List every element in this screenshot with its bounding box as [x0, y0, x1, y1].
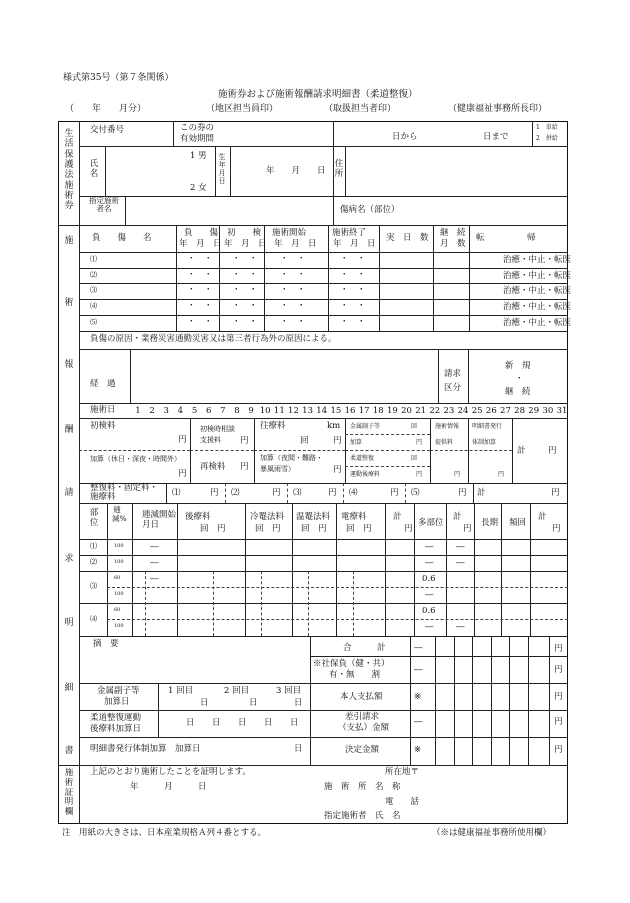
reduce-pct: 100: [114, 591, 124, 597]
injury-row-no: ⑸: [90, 318, 97, 326]
date-dots: ・ ・: [187, 270, 213, 280]
col-reduce-start: 逓減開始月日: [142, 510, 177, 530]
col-months: 継 続: [440, 228, 466, 238]
dash: ―: [414, 643, 423, 653]
day-number: 31: [556, 406, 568, 416]
cert-tel: 電 話: [385, 797, 420, 807]
dob-label: 生年月日: [218, 153, 226, 186]
col-cold: 冷罨法料: [250, 512, 285, 522]
stmt-fee: 明細書発行: [472, 423, 503, 430]
disease-label: 傷病名（部位）: [340, 205, 400, 215]
male: 1 男: [190, 151, 207, 161]
office-mark: ※: [414, 745, 422, 755]
director-seal: （健康福祉事務所長印）: [448, 104, 548, 114]
reduce-pct: 100: [114, 623, 124, 629]
col-outcome: 転 帰: [476, 233, 536, 243]
claim-dot: ・: [515, 374, 524, 384]
injury-row-no: ⑵: [90, 271, 97, 279]
date-dots: ・ ・: [232, 301, 258, 311]
day-number: 27: [500, 406, 511, 416]
visit-add: 加算（夜間・難路・: [260, 454, 323, 462]
bandage-col: ⑸: [411, 488, 420, 498]
yen: 円: [328, 488, 337, 498]
dob-field: 年 月 日: [266, 166, 326, 176]
dash: ―: [150, 574, 159, 584]
col-part: 部位: [89, 508, 99, 528]
outcome-options: 治癒・中止・転医: [503, 271, 572, 281]
col-ymd: 年 月 日: [179, 239, 222, 249]
day-number: 20: [401, 406, 412, 416]
section-ticket: 生活保護法施術券: [64, 129, 74, 212]
day: 日: [264, 718, 273, 728]
yen: 円: [404, 524, 413, 534]
bandage-col: ⑶: [293, 488, 302, 498]
yen: 円: [463, 524, 472, 534]
consult-fee: 支援料: [200, 436, 221, 444]
day-number: 2: [149, 406, 155, 416]
col-months: 月 数: [440, 239, 466, 249]
date-from: 日から: [392, 132, 418, 142]
date-dots: ・ ・: [232, 317, 258, 327]
yen: 円: [554, 745, 563, 755]
total-label: 計: [517, 446, 526, 456]
yen: 円: [454, 471, 461, 478]
metal-add-label: 金属副子等: [97, 686, 140, 696]
dash: ―: [150, 542, 159, 552]
day: 日: [290, 718, 299, 728]
yen: 円: [178, 435, 187, 445]
form-title: 施術券および施術報酬請求明細書（柔道整復）: [218, 89, 418, 100]
kai: 回: [411, 423, 418, 430]
summary-label: 摘 要: [93, 639, 119, 649]
kai-en: 回 円: [200, 524, 226, 534]
day-number: 7: [220, 406, 226, 416]
dash: ―: [425, 542, 434, 552]
yen: 円: [552, 524, 561, 534]
day-number: 28: [514, 406, 525, 416]
yen: 円: [333, 465, 342, 475]
cert-address: 所在地〒: [385, 767, 420, 777]
day-number: 3: [163, 406, 169, 416]
dash: ―: [150, 558, 159, 568]
claim-label: 区分: [444, 383, 462, 393]
date-dots: ・ ・: [280, 317, 306, 327]
outcome-options: 治癒・中止・転医: [503, 286, 572, 296]
section-label: 求: [64, 554, 74, 564]
row-no: ⑴: [90, 542, 97, 550]
section-label: 請: [64, 488, 74, 498]
footer-office: （※は健康福祉事務所使用欄）: [432, 828, 552, 838]
time-3: 3 回目: [276, 686, 302, 696]
date-dots: ・ ・: [232, 254, 258, 264]
visit-fee: 往療料: [260, 421, 286, 431]
col-injury-name: 負 傷 名: [92, 233, 152, 243]
claim-new: 新 規: [505, 361, 531, 371]
single-benefit: 1 単給: [536, 124, 558, 131]
yen: 円: [554, 692, 563, 702]
bandage-col: ⑵: [231, 488, 240, 498]
date-dots: ・ ・: [280, 301, 306, 311]
yen: 円: [498, 471, 505, 478]
reduce-pct: 60: [114, 607, 121, 613]
col-multi: 多部位: [418, 518, 444, 528]
diff-label: 差引請求: [345, 712, 380, 722]
col-freq: 頻回: [509, 518, 527, 528]
day: 日: [186, 718, 195, 728]
multi-rate: 0.6: [422, 606, 436, 616]
info-fee: 提供料: [435, 439, 454, 446]
bandage-col: ⑷: [349, 488, 358, 498]
cert-place: 施 術 所 名 称: [324, 782, 401, 792]
date-dots: ・ ・: [280, 254, 306, 264]
day-number: 22: [429, 406, 441, 416]
visit-add: 暴風雨雪）: [260, 465, 295, 473]
col-ymd: 年 月 日: [333, 239, 376, 249]
day: 日: [200, 698, 209, 708]
metal-add: 加算: [350, 439, 363, 446]
yen: 円: [390, 488, 399, 498]
yen: 円: [416, 439, 423, 446]
district-seal: （地区担当員印）: [206, 104, 279, 114]
yen: 円: [554, 665, 563, 675]
day-number: 25: [471, 406, 483, 416]
yen: 円: [178, 469, 187, 479]
metal-fee: 金属副子等: [350, 423, 381, 430]
section-label: 細: [64, 683, 74, 693]
total-label: 計: [477, 488, 486, 498]
yen: 円: [240, 436, 249, 446]
col-days: 実 日 数: [386, 233, 429, 243]
yen: 円: [554, 644, 563, 654]
day-number: 5: [191, 406, 198, 416]
day-number: 13: [302, 406, 313, 416]
reduce-pct: 100: [114, 543, 124, 549]
date-dots: ・ ・: [280, 285, 306, 295]
day-number: 12: [288, 406, 299, 416]
section-label: 施: [64, 236, 74, 246]
day: 日: [212, 718, 221, 728]
day-number: 6: [205, 406, 212, 416]
footer-note: 注 用紙の大きさは、日本産業規格Ａ列４番とする。: [62, 828, 267, 838]
stmt-fee: 体制加算: [472, 439, 497, 446]
dash: ―: [425, 590, 434, 600]
dash: ―: [456, 558, 465, 568]
claim-label: 請求: [444, 369, 462, 379]
injury-row-no: ⑷: [90, 302, 97, 310]
day-number: 26: [485, 406, 497, 416]
yen: 円: [554, 717, 563, 727]
yen: 円: [333, 436, 342, 446]
yen: 円: [548, 446, 557, 456]
date-dots: ・ ・: [187, 254, 213, 264]
col-end: 施術終了: [332, 228, 367, 238]
date-dots: ・ ・: [340, 270, 366, 280]
yen: 円: [458, 488, 467, 498]
kai-en: 回 円: [346, 524, 372, 534]
insurance-label: 有・無 割: [329, 670, 381, 680]
section-cert: 施術証明欄: [64, 768, 74, 818]
day-number: 1: [135, 406, 141, 416]
col-warm: 温罨法料: [296, 512, 331, 522]
day-number: 4: [177, 406, 184, 416]
bandage-col: ⑴: [172, 488, 181, 498]
female: 2 女: [190, 183, 207, 193]
stmt-add-label: 明細書発行体制加算 加算日: [90, 744, 201, 754]
day-number: 15: [330, 406, 342, 416]
section-label: 酬: [64, 425, 74, 435]
time-2: 2 回目: [224, 686, 250, 696]
date-dots: ・ ・: [340, 301, 366, 311]
section-label: 明: [64, 618, 74, 628]
day-number: 30: [542, 406, 554, 416]
kai: 回: [411, 455, 418, 462]
day-number: 17: [358, 406, 370, 416]
row-no: ⑵: [90, 558, 97, 566]
col-ymd: 年 月 日: [224, 239, 267, 249]
col-sum: 計: [393, 512, 402, 522]
reduce-pct: 100: [114, 559, 124, 565]
date-dots: ・ ・: [187, 317, 213, 327]
course-label: 経 過: [90, 379, 116, 389]
day: 日: [238, 718, 247, 728]
day-number: 18: [372, 406, 384, 416]
cert-text: 上記のとおり施術したことを証明します。: [90, 767, 251, 777]
valid-label: 有効期間: [180, 134, 215, 144]
section-label: 書: [64, 746, 74, 756]
day-number: 19: [386, 406, 398, 416]
section-label: 術: [64, 298, 74, 308]
yen: 円: [416, 471, 423, 478]
kai: 回: [300, 436, 309, 446]
judo-add-label: 後療料加算日: [90, 724, 142, 734]
valid-label: この券の: [180, 123, 215, 133]
col-long: 長期: [481, 518, 499, 528]
cert-person: 指定施術者 氏 名: [324, 811, 401, 821]
kai-en: 回 円: [255, 524, 281, 534]
period: （ 年 月分）: [65, 104, 147, 114]
diff-label: （支払）金額: [338, 723, 390, 733]
date-dots: ・ ・: [232, 285, 258, 295]
issue-no-label: 交付番号: [90, 125, 125, 135]
claim-continue: 継 続: [505, 387, 531, 397]
section-label: 報: [64, 360, 74, 370]
day-number: 9: [248, 406, 254, 416]
yen: 円: [272, 488, 281, 498]
col-sum: 計: [538, 512, 547, 522]
insurance-label: ※社保負（健・共）: [313, 659, 390, 669]
dash: ―: [456, 622, 465, 632]
col-start: 施術開始: [272, 228, 307, 238]
cause-text: 負傷の原因・業務災害通勤災害又は第三者行為外の原因による。: [90, 334, 337, 344]
decide-label: 決定金額: [345, 745, 380, 755]
dash: ―: [456, 542, 465, 552]
dash: ―: [414, 717, 423, 727]
judo-fee: 運動後療料: [350, 471, 381, 478]
day-number: 24: [457, 406, 469, 416]
date-dots: ・ ・: [340, 285, 366, 295]
days-label: 施術日: [90, 405, 116, 415]
date-dots: ・ ・: [340, 317, 366, 327]
yen: 円: [210, 488, 219, 498]
col-sum: 計: [453, 512, 462, 522]
row-no: ⑶: [90, 582, 97, 590]
date-to: 日まで: [483, 132, 509, 142]
consult-fee: 初検時相談: [200, 425, 235, 433]
kai-en: 回 円: [301, 524, 327, 534]
outcome-options: 治癒・中止・転医: [503, 255, 572, 265]
day-number: 10: [259, 406, 271, 416]
col-ymd: 年 月 日: [274, 239, 317, 249]
time-1: 1 回目: [168, 686, 194, 696]
day: 日: [249, 698, 258, 708]
yen: 円: [551, 488, 560, 498]
yen: 円: [240, 462, 249, 472]
self-pay-label: 本人支払額: [340, 692, 383, 702]
date-dots: ・ ・: [340, 254, 366, 264]
address-label: 住所: [334, 159, 344, 179]
day-number: 14: [316, 406, 328, 416]
designated-label: 指定施術者名: [89, 196, 119, 213]
date-dots: ・ ・: [187, 285, 213, 295]
metal-add-label: 加算日: [104, 697, 130, 707]
row-no: ⑷: [90, 615, 97, 623]
injury-row-no: ⑴: [90, 255, 97, 263]
judo-fee: 柔道整復: [350, 455, 375, 462]
cert-date: 年 月 日: [130, 782, 207, 792]
day-number: 16: [344, 406, 356, 416]
day-number: 21: [415, 406, 427, 416]
date-dots: ・ ・: [187, 301, 213, 311]
day-number: 23: [443, 406, 455, 416]
name-label: 氏名: [89, 159, 99, 179]
info-fee: 施術情報: [435, 423, 460, 430]
outcome-options: 治癒・中止・転医: [503, 302, 572, 312]
revisit-fee: 再検料: [200, 462, 226, 472]
col-after: 後療料: [185, 512, 211, 522]
combined-benefit: 2 併給: [536, 135, 558, 142]
km: km: [327, 421, 341, 431]
col-reduce: 逓減%: [112, 505, 127, 523]
day: 日: [294, 698, 303, 708]
outcome-options: 治癒・中止・転医: [503, 318, 572, 328]
dash: ―: [425, 622, 434, 632]
injury-row-no: ⑶: [90, 286, 97, 294]
form-number: 様式第35号（第７条関係）: [63, 73, 174, 83]
grand-total-label: 合 計: [343, 643, 386, 653]
date-dots: ・ ・: [280, 270, 306, 280]
col-elec: 電療料: [341, 512, 367, 522]
date-dots: ・ ・: [232, 270, 258, 280]
reduce-pct: 60: [114, 575, 121, 581]
day-number: 8: [234, 406, 240, 416]
day: 日: [294, 744, 303, 754]
dash: ―: [425, 558, 434, 568]
dash: ―: [414, 665, 423, 675]
office-mark: ※: [414, 692, 422, 702]
col-first: 初 検: [227, 228, 262, 238]
day-number: 29: [528, 406, 540, 416]
judo-add-label: 柔道整復運動: [90, 713, 142, 723]
handler-seal: （取扱担当者印）: [324, 104, 397, 114]
col-injury: 負 傷: [184, 228, 219, 238]
day-number: 11: [273, 406, 285, 416]
multi-rate: 0.6: [422, 574, 436, 584]
first-exam-fee: 初検料: [90, 421, 116, 431]
holiday-add: 加算（休日・深夜・時間外）: [90, 455, 181, 463]
bandage-fee-label: 整復料・固定料・施療料: [90, 483, 159, 502]
